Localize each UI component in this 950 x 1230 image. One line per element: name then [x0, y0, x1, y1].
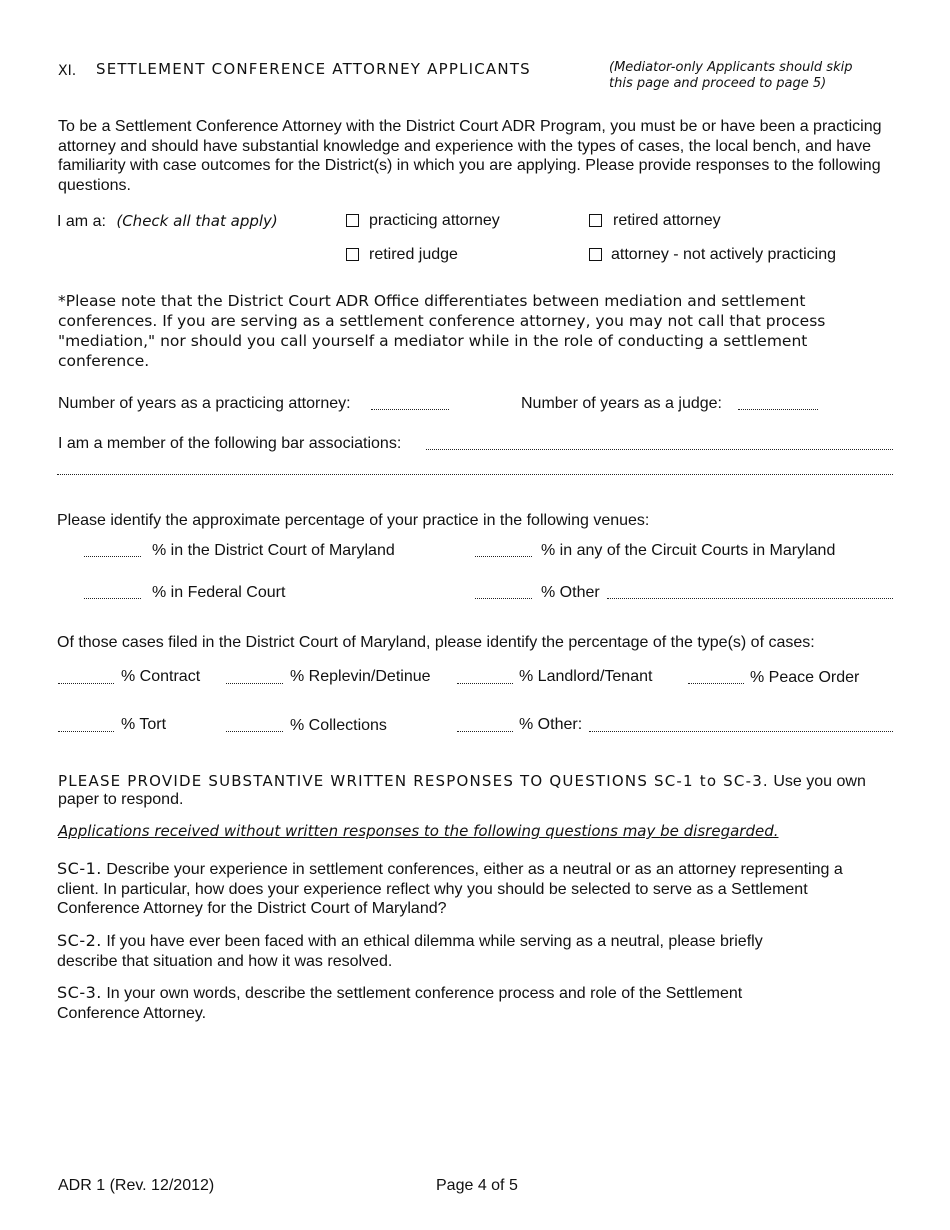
retired-attorney-label: retired attorney	[613, 212, 721, 229]
responses-instruction-caps: PLEASE PROVIDE SUBSTANTIVE WRITTEN RESPONSES TO QUESTIONS SC-1 to SC-3.	[58, 772, 769, 790]
case-other-specify-field[interactable]	[589, 731, 893, 732]
skip-note-line1: (Mediator-only Applicants should skip	[609, 60, 853, 75]
venue-federal-label: % in Federal Court	[152, 584, 286, 601]
not-practicing-checkbox[interactable]	[589, 248, 602, 261]
question-sc2-id: SC-2.	[57, 931, 102, 950]
case-contract-field[interactable]	[58, 683, 114, 684]
venue-federal-field[interactable]	[84, 598, 141, 599]
case-replevin-label: % Replevin/Detinue	[290, 668, 431, 685]
mediation-note: *Please note that the District Court ADR Office differentiates between mediation and settlement conferences. If you are serving as a settlement conference attorney, you may not call that process "mediation," nor should you call yourself a mediator while in the role of conducting a settlement conference.	[58, 292, 826, 370]
form-id: ADR 1 (Rev. 12/2012)	[58, 1177, 215, 1194]
question-sc3-id: SC-3.	[57, 983, 102, 1002]
case-peace-order-field[interactable]	[688, 683, 744, 684]
question-sc2-text: If you have ever been faced with an ethical dilemma while serving as a neutral, please briefly describe that situation and how it was resolved.	[57, 933, 763, 970]
question-sc1-id: SC-1.	[57, 859, 102, 878]
venue-district-field[interactable]	[84, 556, 141, 557]
years-judge-label: Number of years as a judge:	[521, 395, 722, 412]
section-number: XI.	[58, 63, 77, 79]
case-landlord-field[interactable]	[457, 683, 513, 684]
case-other-label: % Other:	[519, 716, 583, 733]
retired-attorney-checkbox[interactable]	[589, 214, 602, 227]
venue-circuit-label: % in any of the Circuit Courts in Maryland	[541, 542, 836, 559]
section-title: SETTLEMENT CONFERENCE ATTORNEY APPLICANTS	[96, 60, 531, 78]
question-sc1-text: Describe your experience in settlement conferences, either as a neutral or as an attorney representing a client. In particular, how does your experience reflect why you should be selected to serve as a Settlement Conference Attorney for the District Court of Maryland?	[57, 861, 843, 917]
case-contract-label: % Contract	[121, 668, 201, 685]
case-collections-field[interactable]	[226, 731, 283, 732]
case-tort-field[interactable]	[58, 731, 114, 732]
case-tort-label: % Tort	[121, 716, 167, 733]
page-number: Page 4 of 5	[436, 1177, 518, 1194]
question-sc3-text: In your own words, describe the settlement conference process and role of the Settlement Conference Attorney.	[57, 985, 743, 1022]
bar-associations-field-1[interactable]	[426, 449, 893, 450]
practicing-attorney-label: practicing attorney	[369, 212, 500, 229]
status-label-text: I am a:	[57, 213, 106, 230]
venue-other-specify-field[interactable]	[607, 598, 893, 599]
question-sc2	[57, 931, 827, 971]
case-replevin-field[interactable]	[226, 683, 283, 684]
bar-associations-label: I am a member of the following bar associations:	[58, 435, 402, 452]
years-attorney-label: Number of years as a practicing attorney:	[58, 395, 351, 412]
years-attorney-field[interactable]	[371, 409, 449, 410]
question-sc3	[57, 983, 807, 1023]
venue-circuit-field[interactable]	[475, 556, 532, 557]
case-landlord-label: % Landlord/Tenant	[519, 668, 653, 685]
responses-warning: Applications received without written responses to the following questions may be disregarded.	[58, 822, 779, 840]
case-peace-order-label: % Peace Order	[750, 669, 860, 686]
question-sc1	[57, 859, 857, 919]
years-judge-field[interactable]	[738, 409, 818, 410]
not-practicing-label: attorney - not actively practicing	[611, 246, 836, 263]
case-other-field[interactable]	[457, 731, 513, 732]
status-hint: (Check all that apply)	[116, 212, 278, 230]
responses-instruction-rest: Use you own	[773, 773, 866, 790]
case-collections-label: % Collections	[290, 717, 387, 734]
practicing-attorney-checkbox[interactable]	[346, 214, 359, 227]
venue-other-label: % Other	[541, 584, 600, 601]
responses-instruction-line2: paper to respond.	[58, 791, 184, 808]
status-label	[57, 212, 278, 231]
bar-associations-field-2[interactable]	[57, 474, 893, 475]
retired-judge-label: retired judge	[369, 246, 458, 263]
responses-instruction	[58, 772, 866, 791]
venue-other-field[interactable]	[475, 598, 532, 599]
retired-judge-checkbox[interactable]	[346, 248, 359, 261]
venues-prompt: Please identify the approximate percentage of your practice in the following venues:	[57, 512, 650, 529]
intro-paragraph: To be a Settlement Conference Attorney with the District Court ADR Program, you must be or have been a practicing attorney and should have substantial knowledge and experience with the types of cases, the local bench, and have familiarity with case outcomes for the District(s) in which you are applying. Please provide responses to the following questions.	[58, 118, 882, 194]
skip-note-line2: this page and proceed to page 5)	[609, 76, 827, 91]
case-types-prompt: Of those cases filed in the District Court of Maryland, please identify the percentage of the type(s) of cases:	[57, 634, 815, 651]
venue-district-label: % in the District Court of Maryland	[152, 542, 395, 559]
